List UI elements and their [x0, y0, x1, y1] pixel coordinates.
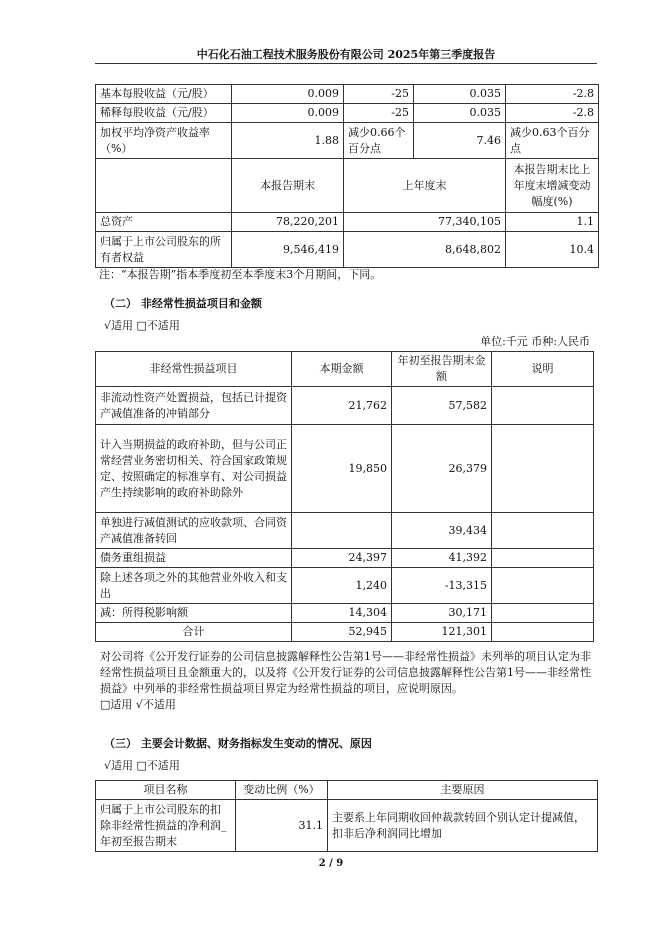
column-header: 主要原因	[328, 781, 598, 800]
table-cell: 24,397	[292, 549, 392, 568]
table-cell: 14,304	[292, 604, 392, 623]
table-cell: 减少0.66个百分点	[344, 123, 414, 159]
applicability-checkbox-2b: □适用 √不适用	[100, 698, 176, 711]
row-label: 总资产	[96, 213, 232, 232]
row-label: 加权平均净资产收益率（%）	[96, 123, 232, 159]
applicability-checkbox-3: √适用 □不适用	[104, 759, 180, 772]
row-label: 合计	[96, 623, 292, 642]
table-cell: 0.009	[232, 104, 344, 123]
row-label: 归属于上市公司股东的扣除非经常性损益的净利润_年初至报告期末	[96, 800, 236, 852]
column-header: 变动比例（%）	[236, 781, 328, 800]
table-cell: -25	[344, 104, 414, 123]
table-cell: 1.88	[232, 123, 344, 159]
table-cell: 41,392	[392, 549, 492, 568]
table-cell: 1,240	[292, 568, 392, 604]
table-cell: 7.46	[414, 123, 506, 159]
column-header: 本报告期末比上年度末增减变动幅度(%)	[506, 159, 599, 213]
table-row	[96, 604, 594, 623]
table-cell: 1.1	[506, 213, 599, 232]
table-cell: 78,220,201	[232, 213, 344, 232]
table-row	[96, 123, 599, 159]
table-cell: 减少0.63个百分点	[506, 123, 599, 159]
unit-label: 单位:千元 币种:人民币	[480, 335, 590, 348]
table-cell: 10.4	[506, 232, 599, 268]
table-cell: 0.035	[414, 85, 506, 104]
table-row	[96, 387, 594, 425]
table-row	[96, 568, 594, 604]
table-cell: 8,648,802	[344, 232, 506, 268]
row-label: 非流动性资产处置损益，包括已计提资产减值准备的冲销部分	[96, 387, 292, 425]
table-subheader-row	[96, 159, 599, 213]
column-header: 说明	[492, 352, 594, 387]
table-header-row	[96, 781, 598, 800]
table-cell	[492, 387, 594, 425]
table-cell: 19,850	[292, 425, 392, 513]
table-note: 注：“本报告期”指本季度初至本季度末3个月期间，下同。	[99, 268, 382, 281]
table-cell	[492, 549, 594, 568]
table-cell: 26,379	[392, 425, 492, 513]
table-cell: 77,340,105	[344, 213, 506, 232]
row-label: 归属于上市公司股东的所有者权益	[96, 232, 232, 268]
disclosure-paragraph: 对公司将《公开发行证券的公司信息披露解释性公告第1号——非经常性损益》未列举的项目认定为非经常性损益项目且金额重大的，以及将《公开发行证券的公司信息披露解释性公告第1号——非经常性损益》中列举的非经常性损益项目界定为经常性损益的项目，应说明原因。	[100, 650, 591, 695]
section-3-title: （三） 主要会计数据、财务指标发生变动的情况、原因	[104, 737, 372, 750]
row-label: 稀释每股收益（元/股）	[96, 104, 232, 123]
table-row	[96, 232, 599, 268]
column-header: 上年度末	[344, 159, 506, 213]
table-header-row	[96, 352, 594, 387]
table-row	[96, 104, 599, 123]
table-cell	[492, 425, 594, 513]
table-cell	[292, 513, 392, 549]
column-header: 年初至报告期末金额	[392, 352, 492, 387]
non-recurring-items-table	[95, 351, 594, 642]
table-row	[96, 213, 599, 232]
row-label: 基本每股收益（元/股）	[96, 85, 232, 104]
table-row	[96, 85, 599, 104]
column-header: 非经常性损益项目	[96, 352, 292, 387]
column-header: 本期金额	[292, 352, 392, 387]
changes-table	[95, 780, 598, 852]
applicability-checkbox-2: √适用 □不适用	[104, 319, 180, 332]
table-cell	[492, 568, 594, 604]
row-label: 债务重组损益	[96, 549, 292, 568]
table-cell: 0.009	[232, 85, 344, 104]
table-cell	[492, 513, 594, 549]
row-label: 减：所得税影响额	[96, 604, 292, 623]
table-row	[96, 800, 598, 852]
row-label: 单独进行减值测试的应收款项、合同资产减值准备转回	[96, 513, 292, 549]
header-divider	[95, 63, 597, 64]
table-row	[96, 425, 594, 513]
table-cell: 52,945	[292, 623, 392, 642]
table-cell: 9,546,419	[232, 232, 344, 268]
column-header: 本报告期末	[232, 159, 344, 213]
table-cell: -2.8	[506, 104, 599, 123]
section-2-title: （二） 非经常性损益项目和金额	[104, 297, 262, 310]
table-cell	[492, 604, 594, 623]
table-cell: 0.035	[414, 104, 506, 123]
key-indicators-table	[95, 84, 599, 268]
report-header-title: 中石化石油工程技术服务股份有限公司 2025年第三季度报告	[196, 48, 496, 61]
page-number: 2 / 9	[318, 858, 344, 869]
table-total-row	[96, 623, 594, 642]
table-cell: -25	[344, 85, 414, 104]
table-cell: 主要系上年同期收回仲裁款转回个别认定计提减值，扣非后净利润同比增加	[328, 800, 598, 852]
table-row	[96, 549, 594, 568]
column-header: 项目名称	[96, 781, 236, 800]
table-row	[96, 513, 594, 549]
table-cell	[492, 623, 594, 642]
table-cell: 57,582	[392, 387, 492, 425]
table-cell: 121,301	[392, 623, 492, 642]
table-cell: 31.1	[236, 800, 328, 852]
table-cell: 39,434	[392, 513, 492, 549]
table-cell: 30,171	[392, 604, 492, 623]
table-cell: 21,762	[292, 387, 392, 425]
table-cell: -2.8	[506, 85, 599, 104]
row-label: 计入当期损益的政府补助，但与公司正常经营业务密切相关、符合国家政策规定、按照确定的标准享有、对公司损益产生持续影响的政府补助除外	[96, 425, 292, 513]
table-cell	[96, 159, 232, 213]
table-cell: -13,315	[392, 568, 492, 604]
row-label: 除上述各项之外的其他营业外收入和支出	[96, 568, 292, 604]
